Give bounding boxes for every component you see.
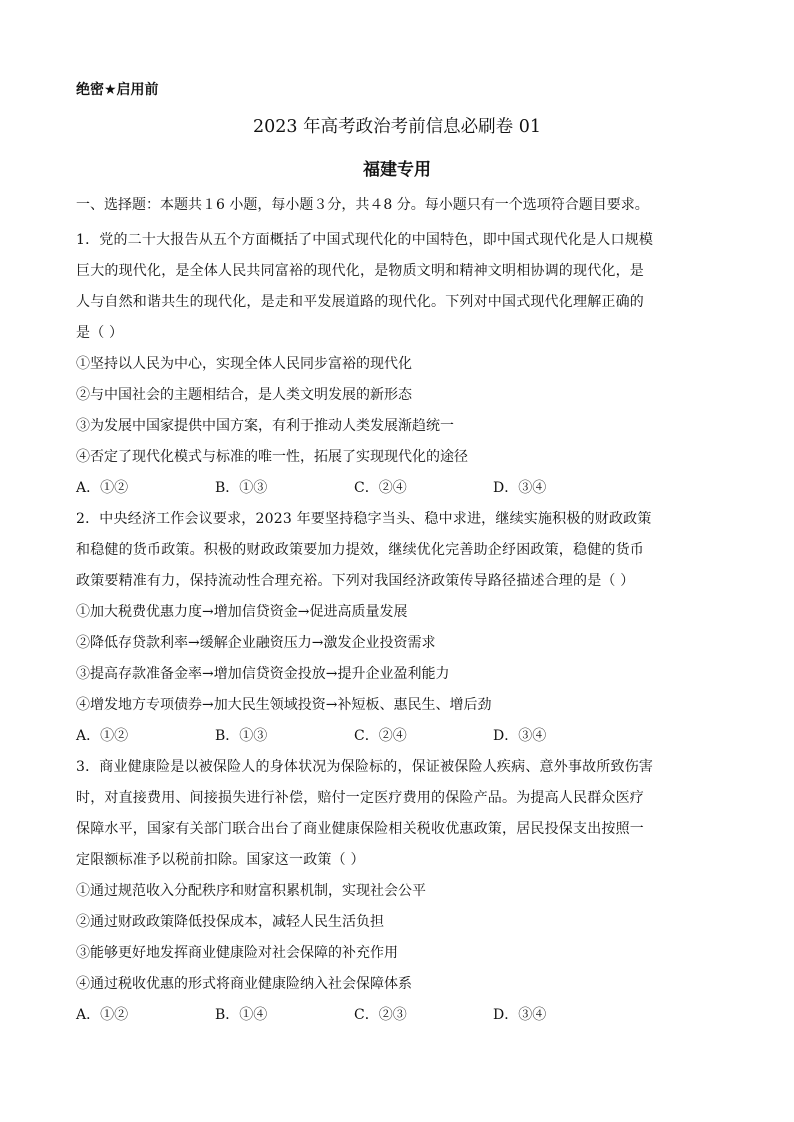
- question-option: ③能够更好地发挥商业健康险对社会保障的补充作用: [76, 945, 398, 961]
- question-option: ③为发展中国家提供中国方案，有利于推动人类发展渐趋统一: [76, 418, 454, 434]
- question-2: [76, 504, 718, 752]
- exam-title: 2023 年高考政治考前信息必刷卷 01: [253, 117, 541, 137]
- answer-choice-c: C．②③: [354, 1007, 407, 1023]
- question-stem-line: 是（ ）: [76, 325, 124, 341]
- exam-content: [76, 193, 718, 1031]
- question-option: ①坚持以人民为中心，实现全体人民同步富裕的现代化: [76, 356, 412, 372]
- question-option: ②与中国社会的主题相结合，是人类文明发展的新形态: [76, 387, 412, 403]
- section-instruction: 一、选择题：本题共１6 小题，每小题３分，共４8 分。每小题只有一个选项符合题目要求。: [76, 197, 649, 213]
- question-3: [76, 752, 718, 1031]
- exam-subtitle: 福建专用: [363, 160, 431, 180]
- answer-choice-d: D．③④: [493, 480, 547, 496]
- answer-choice-b: B．①④: [215, 1007, 268, 1023]
- answer-choice-b: B．①③: [215, 728, 268, 744]
- question-option: ②降低存贷款利率→缓解企业融资压力→激发企业投资需求: [76, 635, 436, 651]
- answer-choice-a: A．①②: [76, 480, 129, 496]
- question-stem-line: 和稳健的货币政策。积极的财政政策要加力提效，继续优化完善助企纾困政策，稳健的货币: [76, 542, 644, 558]
- answer-choice-b: B．①③: [215, 480, 268, 496]
- question-stem-line: 保障水平，国家有关部门联合出台了商业健康保险相关税收优惠政策，居民投保支出按照一: [76, 821, 644, 837]
- answer-choice-d: D．③④: [493, 728, 547, 744]
- question-option: ③提高存款准备金率→增加信贷资金投放→提升企业盈利能力: [76, 666, 450, 682]
- answer-choice-a: A．①②: [76, 1007, 129, 1023]
- question-stem-line: 巨大的现代化，是全体人民共同富裕的现代化，是物质文明和精神文明相协调的现代化，是: [76, 263, 644, 279]
- confidential-label: 绝密★启用前: [76, 82, 159, 98]
- question-option: ④否定了现代化模式与标准的唯一性，拓展了实现现代化的途径: [76, 449, 468, 465]
- question-stem-line: 定限额标准予以税前扣除。国家这一政策（ ）: [76, 852, 365, 868]
- question-option: ①通过规范收入分配秩序和财富积累机制，实现社会公平: [76, 883, 426, 899]
- question-option: ①加大税费优惠力度→增加信贷资金→促进高质量发展: [76, 604, 408, 620]
- answer-choice-c: C．②④: [354, 728, 407, 744]
- question-stem-line: 时，对直接费用、间接损失进行补偿，赔付一定医疗费用的保险产品。为提高人民群众医疗: [76, 790, 644, 806]
- answer-choice-a: A．①②: [76, 728, 129, 744]
- answer-choice-d: D．③④: [493, 1007, 547, 1023]
- question-stem-line: 人与自然和谐共生的现代化，是走和平发展道路的现代化。下列对中国式现代化理解正确的: [76, 294, 644, 310]
- question-stem-line: 2．中央经济工作会议要求，2023 年要坚持稳字当头、稳中求进，继续实施积极的财政政策: [76, 511, 652, 527]
- answer-choices: [76, 473, 718, 504]
- question-stem-line: 政策要精准有力，保持流动性合理充裕。下列对我国经济政策传导路径描述合理的是（ ）: [76, 573, 635, 589]
- question-option: ④增发地方专项债券→加大民生领域投资→补短板、惠民生、增后劲: [76, 697, 492, 713]
- answer-choices: [76, 1000, 718, 1031]
- question-option: ②通过财政政策降低投保成本，减轻人民生活负担: [76, 914, 384, 930]
- question-stem-line: 1．党的二十大报告从五个方面概括了中国式现代化的中国特色，即中国式现代化是人口规模: [76, 232, 654, 248]
- answer-choice-c: C．②④: [354, 480, 407, 496]
- answer-choices: [76, 721, 718, 752]
- question-option: ④通过税收优惠的形式将商业健康险纳入社会保障体系: [76, 976, 412, 992]
- question-1: [76, 225, 718, 504]
- question-stem-line: 3．商业健康险是以被保险人的身体状况为保险标的，保证被保险人疾病、意外事故所致伤害: [76, 759, 654, 775]
